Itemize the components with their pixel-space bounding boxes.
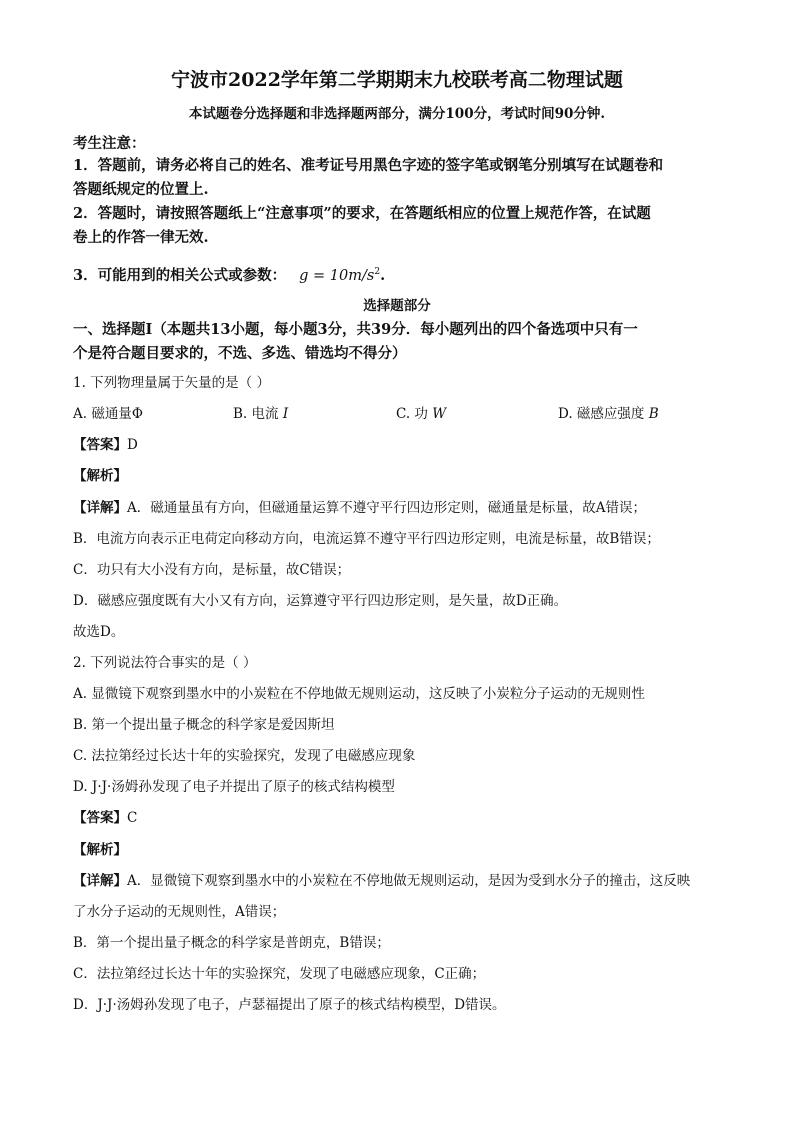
q1-option-c xyxy=(396,404,446,424)
gravity-formula: g = 10m/s xyxy=(299,267,375,284)
q1-option-d-text: D. 磁感应强度 xyxy=(558,406,645,422)
q1-option-b-var: I xyxy=(282,406,289,422)
q2-detail-3: C．法拉第经过长达十年的实验探究，发现了电磁感应现象，C正确； xyxy=(73,966,486,982)
q1-detail-1-text: A．磁通量虽有方向，但磁通量运算不遵守平行四边形定则，磁通量是标量，故A错误； xyxy=(127,500,646,516)
q1-detail-4: D．磁感应强度既有大小又有方向，运算遵守平行四边形定则，是矢量，故D正确。 xyxy=(73,593,568,609)
gravity-exponent: 2 xyxy=(374,267,381,277)
q2-option-d: D. J·J·汤姆孙发现了电子并提出了原子的核式结构模型 xyxy=(73,779,395,795)
section-instruction-1: 一、选择题Ⅰ（本题共13小题，每小题3分，共39分．每小题列出的四个备选项中只有一 xyxy=(73,321,638,338)
q2-detail-1-cont: 了水分子运动的无规则性，A错误； xyxy=(73,904,286,920)
q1-stem: 1. 下列物理量属于矢量的是（ ） xyxy=(73,375,270,391)
q1-detail-1 xyxy=(73,498,646,518)
q1-answer xyxy=(73,435,138,455)
q2-detail-label: 【详解】 xyxy=(73,873,127,889)
q2-detail-2: B．第一个提出量子概念的科学家是普朗克，B错误； xyxy=(73,935,390,951)
q1-conclusion: 故选D。 xyxy=(73,624,125,640)
section-title: 选择题部分 xyxy=(363,298,431,314)
notice-item-2: 2．答题时，请按照答题纸上“注意事项”的要求，在答题纸相应的位置上规范作答，在试题 xyxy=(73,205,651,222)
q1-option-c-text: C. 功 xyxy=(396,406,428,422)
notice-item-3 xyxy=(73,262,385,286)
notice-item-1: 1．答题前，请务必将自己的姓名、准考证号用黑色字迹的签字笔或钢笔分别填写在试题卷和 xyxy=(73,157,664,174)
q1-option-d-var: B xyxy=(648,406,659,422)
q2-option-b: B. 第一个提出量子概念的科学家是爱因斯坦 xyxy=(73,717,335,733)
q2-option-c: C. 法拉第经过长达十年的实验探究，发现了电磁感应现象 xyxy=(73,748,416,764)
q1-detail-2: B．电流方向表示正电荷定向移动方向，电流运算不遵守平行四边形定则，电流是标量，故B错误； xyxy=(73,531,660,547)
exam-title: 宁波市2022学年第二学期期末九校联考高二物理试题 xyxy=(171,69,623,91)
q2-detail-4: D．J·J·汤姆孙发现了电子，卢瑟福提出了原子的核式结构模型，D错误。 xyxy=(73,997,506,1013)
q2-option-a: A. 显微镜下观察到墨水中的小炭粒在不停地做无规则运动，这反映了小炭粒分子运动的无规则性 xyxy=(73,686,645,702)
q2-detail-1 xyxy=(73,871,690,891)
q2-answer xyxy=(73,808,137,828)
q1-option-d xyxy=(558,404,659,424)
section-instruction-2: 个是符合题目要求的，不选、多选、错选均不得分） xyxy=(73,345,407,362)
q1-option-b-text: B. 电流 xyxy=(233,406,279,422)
q2-detail-1-text: A．显微镜下观察到墨水中的小炭粒在不停地做无规则运动，是因为受到水分子的撞击，这反映 xyxy=(127,873,691,889)
q1-answer-label: 【答案】 xyxy=(73,437,127,453)
notice-item-2-cont: 卷上的作答一律无效. xyxy=(73,229,209,246)
q2-stem: 2. 下列说法符合事实的是（ ） xyxy=(73,655,257,671)
notice-item-1-cont: 答题纸规定的位置上. xyxy=(73,181,209,198)
q2-answer-label: 【答案】 xyxy=(73,810,127,826)
q2-answer-value: C xyxy=(127,810,138,826)
q1-analysis-label: 【解析】 xyxy=(73,468,127,484)
q1-option-b xyxy=(233,404,288,424)
notice-heading: 考生注意： xyxy=(73,135,146,152)
q1-option-c-var: W xyxy=(432,406,447,422)
q1-option-a xyxy=(73,404,143,424)
exam-subtitle: 本试题卷分选择题和非选择题两部分，满分100分，考试时间90分钟. xyxy=(188,106,606,122)
notice-item-3-period: . xyxy=(380,266,386,284)
q2-analysis-label: 【解析】 xyxy=(73,842,127,858)
notice-item-3-text: 3．可能用到的相关公式或参数： xyxy=(73,266,287,284)
q1-detail-3: C．功只有大小没有方向，是标量，故C错误； xyxy=(73,562,351,578)
q1-answer-value: D xyxy=(127,437,138,453)
q1-option-a-text: A. 磁通量Φ xyxy=(73,406,143,422)
q1-detail-label: 【详解】 xyxy=(73,500,127,516)
